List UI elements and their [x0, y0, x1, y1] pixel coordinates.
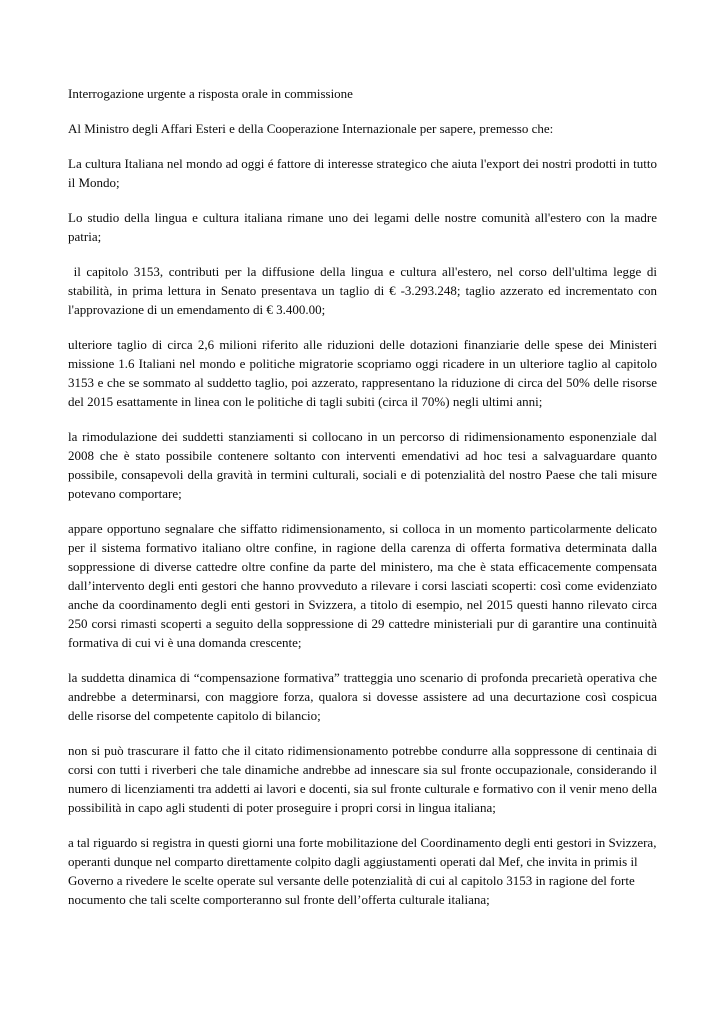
paragraph: il capitolo 3153, contributi per la diffusione della lingua e cultura all'estero, nel corso dell'ultima legge di stabilità, in prima lettura in Senato presentava un taglio di € -3.293.248; taglio azzerato ed incrementato con l'approvazione di un emendamento di € 3.400.00;: [68, 264, 657, 317]
paragraph: non si può trascurare il fatto che il citato ridimensionamento potrebbe condurre alla soppressone di centinaia di corsi con tutti i riverberi che tale dinamiche andrebbe ad innescare sia sul fronte occupazionale, considerando il numero di licenziamenti tra addetti ai lavori e docenti, sia sul fronte culturale e formativo con il venir meno della possibilità in capo agli studenti di poter proseguire i propri corsi in lingua italiana;: [68, 743, 657, 815]
paragraph: la suddetta dinamica di “compensazione formativa” tratteggia uno scenario di profonda precarietà operativa che andrebbe a determinarsi, con maggiore forza, qualora si dovesse assistere ad una decurtazione così cospicua delle risorse del competente capitolo di bilancio;: [68, 670, 657, 723]
paragraph: ulteriore taglio di circa 2,6 milioni riferito alle riduzioni delle dotazioni finanziarie delle spese dei Ministeri missione 1.6 Italiani nel mondo e politiche migratorie scopriamo oggi ricadere in un ulteriore taglio al capitolo 3153 e che se sommato al suddetto taglio, poi azzerato, rappresentano la riduzione di circa del 50% delle risorse del 2015 esattamente in linea con le politiche di tagli subiti (circa il 70%) negli ultimi anni;: [68, 337, 657, 409]
paragraph: La cultura Italiana nel mondo ad oggi é fattore di interesse strategico che aiuta l'export dei nostri prodotti in tutto il Mondo;: [68, 156, 657, 190]
paragraph: a tal riguardo si registra in questi giorni una forte mobilitazione del Coordinamento degli enti gestori in Svizzera, operanti dunque nel comparto direttamente colpito dagli aggiustamenti operati dal Mef, che invita in primis il Governo a rivedere le scelte operate sul versante delle potenzialità di cui al capitolo 3153 in ragione del forte nocumento che tali scelte comporteranno sul fronte dell’offerta culturale italiana;: [68, 835, 657, 907]
addressee-line: Al Ministro degli Affari Esteri e della Cooperazione Internazionale per sapere, premesso che:: [68, 121, 554, 136]
paragraph: la rimodulazione dei suddetti stanziamenti si collocano in un percorso di ridimensionamento esponenziale dal 2008 che è stato possibile contenere soltanto con interventi emendativi ad hoc tesi a salvaguardare quanto possibile, consapevoli della gravità in termini culturali, sociali e di potenzialità del nostro Paese che tali misure potevano comportare;: [68, 429, 657, 501]
paragraph: appare opportuno segnalare che siffatto ridimensionamento, si colloca in un momento particolarmente delicato per il sistema formativo italiano oltre confine, in ragione della carenza di offerta formativa determinata dalla soppressione di diverse cattedre oltre confine da parte del ministero, ma che è stata efficacemente compensata dall’intervento degli enti gestori che hanno provveduto a rilevare i corsi lasciati scoperti: così come evidenziato anche da coordinamento degli enti gestori in Svizzera, a titolo di esempio, nel 2015 questi hanno rilevato circa 250 corsi rimasti scoperti a seguito della soppressione di 29 cattedre ministeriali pur di garantire una continuità formativa di cui vi è una domanda crescente;: [68, 521, 657, 650]
document-type-line: Interrogazione urgente a risposta orale in commissione: [68, 86, 353, 101]
paragraph: Lo studio della lingua e cultura italiana rimane uno dei legami delle nostre comunità all'estero con la madre patria;: [68, 210, 657, 244]
